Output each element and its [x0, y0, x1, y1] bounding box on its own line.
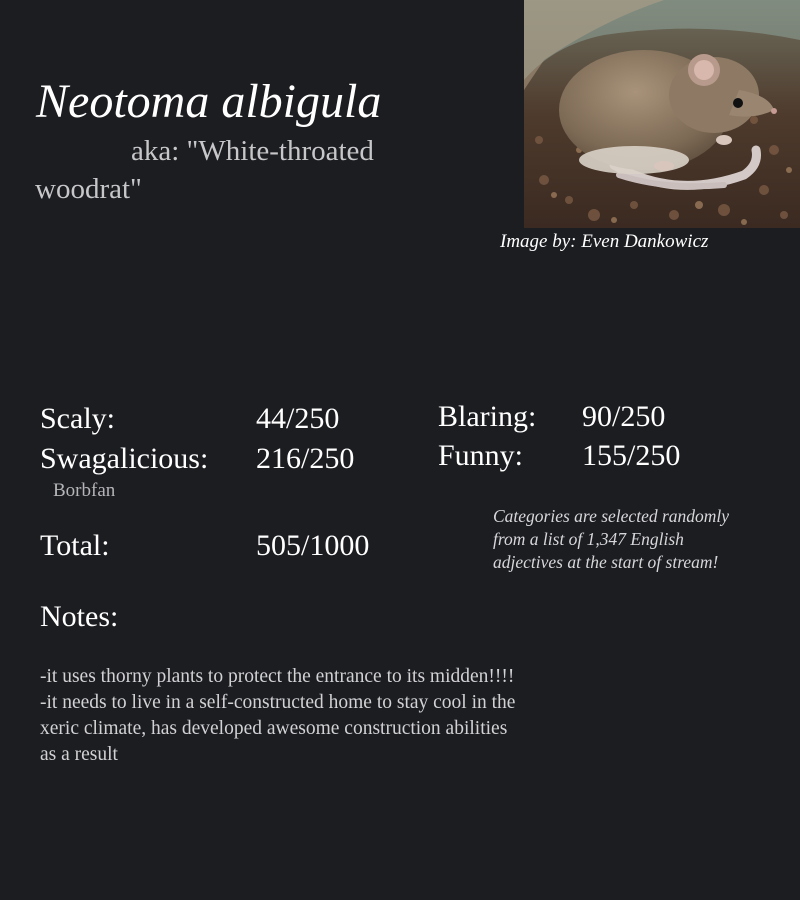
- stat-value-total: 505/1000: [256, 529, 370, 562]
- stat-label-funny: Funny:: [438, 439, 524, 472]
- stat-value-scaly: 44/250: [256, 402, 340, 435]
- notes-body: [40, 664, 520, 768]
- stat-label-scaly: Scaly:: [40, 402, 115, 435]
- image-credit: Image by: Even Dankowicz: [500, 231, 709, 252]
- stat-value-funny: 155/250: [582, 439, 681, 472]
- attribution-label: Borbfan: [53, 480, 116, 501]
- note-line: -it uses thorny plants to protect the entrance to its midden!!!!: [40, 666, 515, 687]
- stat-label-swagalicious: Swagalicious:: [40, 442, 209, 475]
- note-line: -it needs to live in a self-constructed home to stay cool in the xeric climate, has developed awesome construction abilities as a result: [40, 692, 516, 765]
- stat-value-swagalicious: 216/250: [256, 442, 355, 475]
- woodrat-photo: [524, 0, 800, 228]
- categories-disclaimer: Categories are selected randomly from a list of 1,347 English adjectives at the start of stream!: [493, 506, 730, 572]
- notes-heading: Notes:: [40, 600, 119, 633]
- species-scientific-name: Neotoma albigula: [36, 75, 382, 128]
- stat-value-blaring: 90/250: [582, 400, 666, 433]
- stat-label-total: Total:: [40, 529, 110, 562]
- species-common-name: aka: "White-throated woodrat": [35, 135, 374, 205]
- stat-label-blaring: Blaring:: [438, 400, 537, 433]
